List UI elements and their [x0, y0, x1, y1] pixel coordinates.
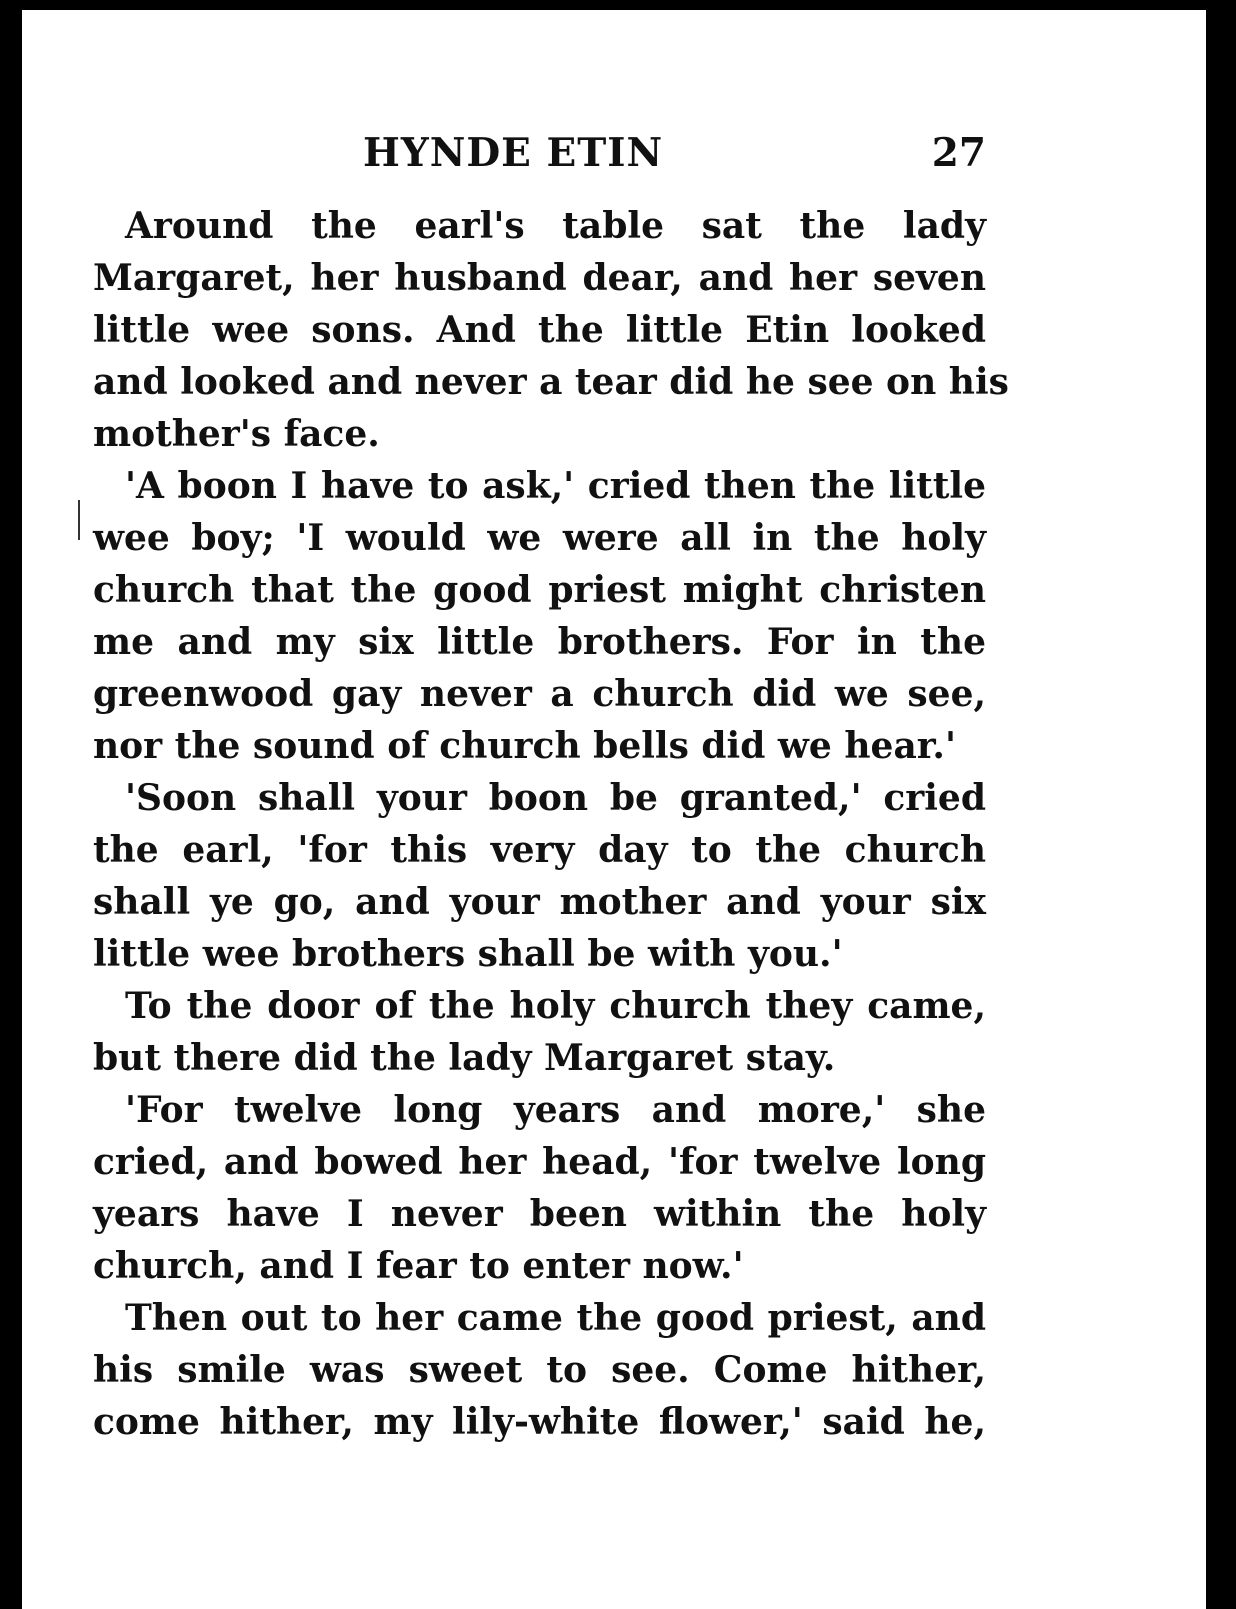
- text-line: To the door of the holy church they came,: [125, 985, 986, 1027]
- page-number: 27: [931, 130, 986, 176]
- text-line: nor the sound of church bells did we hear.': [93, 725, 956, 767]
- scan-edge: [1206, 0, 1236, 1609]
- text-line: wee boy; 'I would we were all in the holy: [93, 517, 986, 559]
- text-line: years have I never been within the holy: [93, 1193, 986, 1235]
- text-line: church that the good priest might christen: [93, 569, 986, 611]
- body-text: [93, 200, 1009, 1448]
- text-line: the earl, 'for this very day to the church: [93, 829, 986, 871]
- text-line: little wee brothers shall be with you.': [93, 933, 843, 975]
- text-line: shall ye go, and your mother and your six: [93, 881, 986, 923]
- text-line: 'Soon shall your boon be granted,' cried: [125, 777, 986, 819]
- text-line: Then out to her came the good priest, and: [125, 1297, 986, 1339]
- text-line: mother's face.: [93, 413, 380, 455]
- text-line: 'A boon I have to ask,' cried then the little: [125, 465, 986, 507]
- text-line: cried, and bowed her head, 'for twelve long: [93, 1141, 986, 1183]
- text-line: come hither, my lily-white flower,' said he,: [93, 1401, 986, 1443]
- margin-mark: [78, 500, 80, 540]
- text-line: his smile was sweet to see. Come hither,: [93, 1349, 986, 1391]
- text-line: Margaret, her husband dear, and her seven: [93, 257, 986, 299]
- text-line: and looked and never a tear did he see on his: [93, 361, 1009, 403]
- text-line: me and my six little brothers. For in the: [93, 621, 986, 663]
- text-line: church, and I fear to enter now.': [93, 1245, 744, 1287]
- running-title: HYNDE ETIN: [363, 130, 664, 176]
- text-line: but there did the lady Margaret stay.: [93, 1037, 836, 1079]
- text-line: little wee sons. And the little Etin looked: [93, 309, 986, 351]
- text-line: greenwood gay never a church did we see,: [93, 673, 986, 715]
- text-line: Around the earl's table sat the lady: [125, 205, 986, 247]
- page-header: [93, 130, 986, 180]
- text-line: 'For twelve long years and more,' she: [125, 1089, 986, 1131]
